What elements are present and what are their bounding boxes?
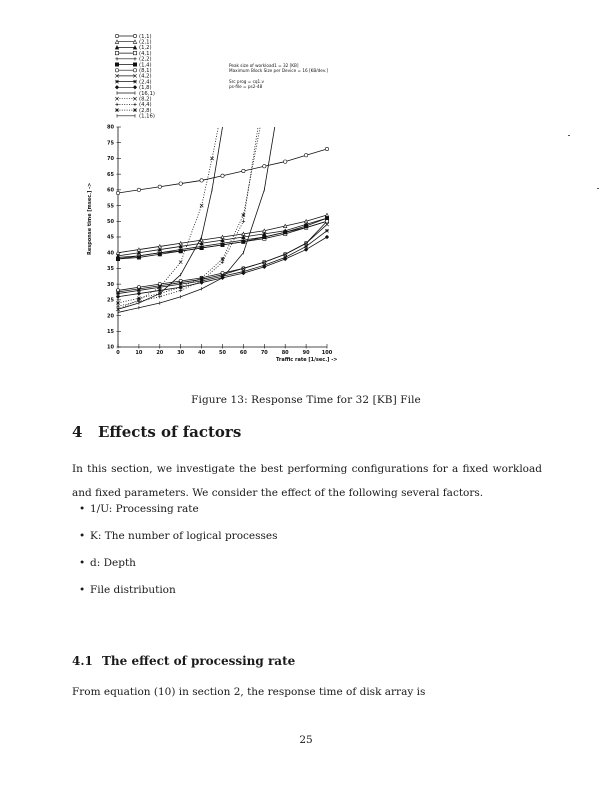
y-axis-label: Response time [msec.] -> [87,182,93,255]
data-point [115,108,118,111]
legend-label: (2,1) [139,39,152,46]
legend-label: (8,2) [139,96,152,103]
legend-entry [117,114,155,120]
y-tick-label: 20 [107,313,114,320]
data-point [115,63,118,66]
data-point [116,301,119,304]
y-tick-label: 45 [107,234,114,241]
legend-label: (16,1) [139,90,155,97]
data-point [221,260,224,263]
data-point [133,63,136,66]
list-item: • File distribution [79,584,176,596]
x-tick-label: 100 [321,350,333,356]
data-point [242,169,245,172]
data-point [304,224,307,227]
page-number: 25 [299,734,313,746]
x-tick-label: 70 [260,350,268,356]
series-line [118,127,260,303]
data-point [242,240,245,243]
data-point [242,213,245,216]
data-point [158,295,161,298]
data-point [284,231,287,234]
chart-annotation: Peak size of workload1 = 32 [KB] [229,63,299,68]
data-point [325,229,328,232]
y-tick-label: 40 [107,250,114,257]
body-paragraph: From equation (10) in section 2, the response time of disk array is [72,686,426,698]
data-point [304,248,307,251]
subsection-number: 4.1 [72,654,93,668]
legend-label: (2,4) [139,79,152,86]
chart-legend [115,34,155,120]
list-item-text: K: The number of logical processes [90,530,278,542]
legend-label: (1,8) [139,85,152,92]
factor-list [79,502,278,610]
data-point [115,69,118,72]
chart-annotation: ps-file = ps2-48 [229,84,263,89]
data-point [133,80,136,83]
data-point [325,147,328,150]
data-point [200,204,203,207]
y-tick-label: 50 [107,218,114,225]
section-heading [72,423,241,441]
data-point [158,292,161,295]
x-axis-label: Traffic rate [1/sec.] -> [276,357,338,363]
series-line [118,149,327,193]
list-item-text: d: Depth [90,557,136,569]
y-tick-label: 60 [107,187,114,194]
data-point [137,256,140,259]
data-point [200,179,203,182]
data-point [133,34,136,37]
list-item: • 1/U: Processing rate [79,503,199,515]
data-point [116,295,119,298]
margin-mark [597,188,599,189]
series-28 [116,127,260,305]
data-point [221,257,224,260]
series-44 [116,127,258,308]
y-tick-label: 35 [107,266,114,273]
data-point [179,286,182,289]
data-point [137,188,140,191]
data-point [200,276,203,279]
data-point [179,182,182,185]
y-tick-label: 10 [107,344,114,351]
data-point [221,243,224,246]
chart-annotations [229,63,328,89]
data-point [115,103,118,106]
series-line [118,215,327,253]
data-point [179,260,182,263]
data-point [115,97,118,100]
data-point [179,289,182,292]
data-point [133,57,136,60]
data-point [325,235,328,238]
data-point [200,246,203,249]
y-tick-label: 75 [107,140,114,147]
series-161 [118,127,223,311]
data-point [158,253,161,256]
x-tick-label: 60 [239,350,247,356]
list-item: • d: Depth [79,557,136,569]
figure-caption: Figure 13: Response Time for 32 [KB] File [191,394,421,406]
y-tick-label: 30 [107,281,114,288]
data-point [284,160,287,163]
data-point [179,249,182,252]
data-point [115,57,118,60]
list-item: • K: The number of logical processes [79,530,278,542]
y-tick-label: 80 [107,124,114,131]
data-point [133,86,136,89]
x-tick-label: 30 [177,350,185,356]
x-tick-label: 20 [156,350,164,356]
margin-mark [568,135,570,136]
chart-annotation: Maximum Block Size per Device = 16 [KB/dev.] [229,68,329,73]
series-116 [118,127,275,314]
data-point [263,165,266,168]
y-tick-label: 70 [107,156,114,163]
section-number: 4 [72,423,83,441]
legend-label: (1,2) [139,45,152,52]
subsection-heading [72,654,295,668]
subsection-title: The effect of processing rate [102,654,296,668]
series-11 [116,147,328,194]
data-point [116,191,119,194]
legend-label: (2,2) [139,56,152,63]
section-title: Effects of factors [98,423,242,441]
y-tick-label: 25 [107,297,114,304]
legend-label: (4,4) [139,102,152,109]
data-point [115,86,118,89]
data-point [158,289,161,292]
x-tick-label: 10 [135,350,143,356]
data-point [325,220,328,223]
legend-label: (1,1) [139,33,152,40]
intro-paragraph: In this section, we investigate the best performing configurations for a fixed workload and fixed parameters. We consider the effect of the following several factors. [72,463,542,499]
data-point [133,69,136,72]
legend-label: (1,16) [139,113,155,120]
series-line [118,127,258,306]
legend-label: (8,1) [139,68,152,74]
y-tick-label: 65 [107,171,114,178]
x-tick-label: 80 [281,350,289,356]
list-item-text: 1/U: Processing rate [90,503,199,515]
x-tick-label: 40 [198,350,206,356]
chart-annotation: Src prog = cq1.v [229,79,265,84]
data-point [116,304,119,307]
x-tick-label: 0 [116,350,120,356]
data-point [221,174,224,177]
y-tick-label: 55 [107,203,114,210]
list-item-text: File distribution [90,584,176,596]
series-line [118,127,223,309]
data-point [115,51,118,54]
data-point [133,51,136,54]
legend-label: (1,4) [139,62,152,69]
data-point [137,297,140,300]
data-point [115,34,118,37]
legend-label: (4,2) [139,73,152,80]
data-point [242,220,245,223]
legend-label: (2,8) [139,107,152,114]
y-tick-label: 15 [107,328,114,335]
legend-label: (4,1) [139,50,152,57]
x-tick-label: 90 [302,350,310,356]
data-point [158,185,161,188]
data-point [137,292,140,295]
data-point [263,235,266,238]
data-point [116,257,119,260]
data-point [133,103,136,106]
data-point [304,154,307,157]
chart-series [116,127,328,314]
x-tick-label: 50 [219,350,226,356]
data-point [115,80,118,83]
data-point [133,108,136,111]
